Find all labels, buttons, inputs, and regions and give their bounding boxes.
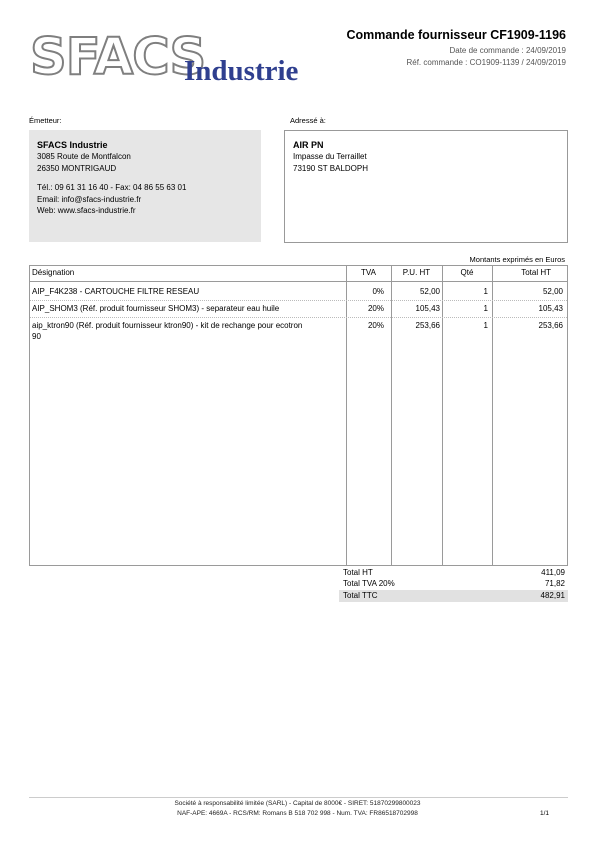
sender-address-line1: 3085 Route de Montfalcon	[37, 152, 131, 161]
cell-unit-price: 52,00	[419, 287, 440, 296]
total-tva-value: 71,82	[544, 579, 565, 588]
cell-unit-price: 105,43	[415, 304, 440, 313]
column-header-quantity: Qté	[460, 268, 474, 277]
total-ht-label: Total HT	[343, 568, 373, 577]
sender-web: Web: www.sfacs-industrie.fr	[37, 206, 136, 215]
total-ttc-row	[339, 590, 568, 602]
logo-subtitle: Industrie	[184, 55, 299, 87]
page-number: 1/1	[539, 810, 549, 817]
total-tva-label: Total TVA 20%	[343, 579, 395, 588]
cell-designation: AIP_F4K238 - CARTOUCHE FILTRE RESEAU	[32, 287, 200, 296]
order-reference: Réf. commande : CO1909-1139 / 24/09/2019	[406, 58, 566, 67]
total-ht-value: 411,09	[541, 568, 565, 577]
cell-designation: aip_ktron90 (Réf. produit fournisseur ktron90) - kit de rechange pour ecotron	[32, 321, 303, 330]
column-header-designation: Désignation	[32, 268, 75, 277]
footer-divider	[29, 797, 568, 798]
cell-total: 52,00	[542, 287, 563, 296]
recipient-address-line1: Impasse du Terraillet	[293, 152, 367, 161]
company-logo	[30, 28, 320, 88]
total-ttc-value: 482,91	[540, 591, 565, 600]
sender-phone: Tél.: 09 61 31 16 40 - Fax: 04 86 55 63 01	[37, 183, 187, 192]
cell-quantity: 1	[483, 287, 488, 296]
sender-name: SFACS Industrie	[37, 140, 108, 150]
footer-legal-line1: Société à responsabilité limitée (SARL) - Capital de 8000€ - SIRET: 51870299800023	[174, 800, 421, 807]
cell-designation-continued: 90	[32, 332, 41, 341]
recipient-block	[284, 130, 568, 243]
cell-total: 105,43	[538, 304, 563, 313]
cell-tva: 20%	[367, 304, 384, 313]
total-ttc-label: Total TTC	[343, 591, 378, 600]
total-tva-row	[339, 578, 568, 590]
column-header-unit-price: P.U. HT	[402, 268, 431, 277]
cell-unit-price: 253,66	[415, 321, 440, 330]
column-header-tva: TVA	[361, 268, 376, 277]
cell-tva: 20%	[367, 321, 384, 330]
cell-tva: 0%	[372, 287, 384, 296]
sender-address-line2: 26350 MONTRIGAUD	[37, 163, 117, 173]
cell-quantity: 1	[483, 304, 488, 313]
order-lines-table	[29, 265, 568, 566]
currency-note: Montants exprimés en Euros	[469, 255, 565, 264]
footer-legal-line2: NAF-APE: 4669A - RCS/RM: Romans B 518 702 998 - Num. TVA: FR86518702998	[177, 810, 418, 817]
sender-email: Email: info@sfacs-industrie.fr	[37, 194, 142, 204]
document-title: Commande fournisseur CF1909-1196	[346, 28, 566, 42]
sender-block	[29, 130, 261, 242]
recipient-name: AIR PN	[293, 140, 324, 150]
column-header-total: Total HT	[521, 268, 551, 277]
recipient-label: Adressé à:	[290, 116, 326, 125]
cell-quantity: 1	[483, 321, 488, 330]
order-date: Date de commande : 24/09/2019	[449, 46, 566, 55]
cell-designation: AIP_SHOM3 (Réf. produit fournisseur SHOM3) - separateur eau huile	[32, 304, 280, 313]
sender-label: Émetteur:	[29, 116, 62, 125]
recipient-address-line2: 73190 ST BALDOPH	[293, 163, 369, 173]
logo-wordmark: SFACS	[30, 28, 206, 87]
cell-total: 253,66	[538, 321, 563, 330]
